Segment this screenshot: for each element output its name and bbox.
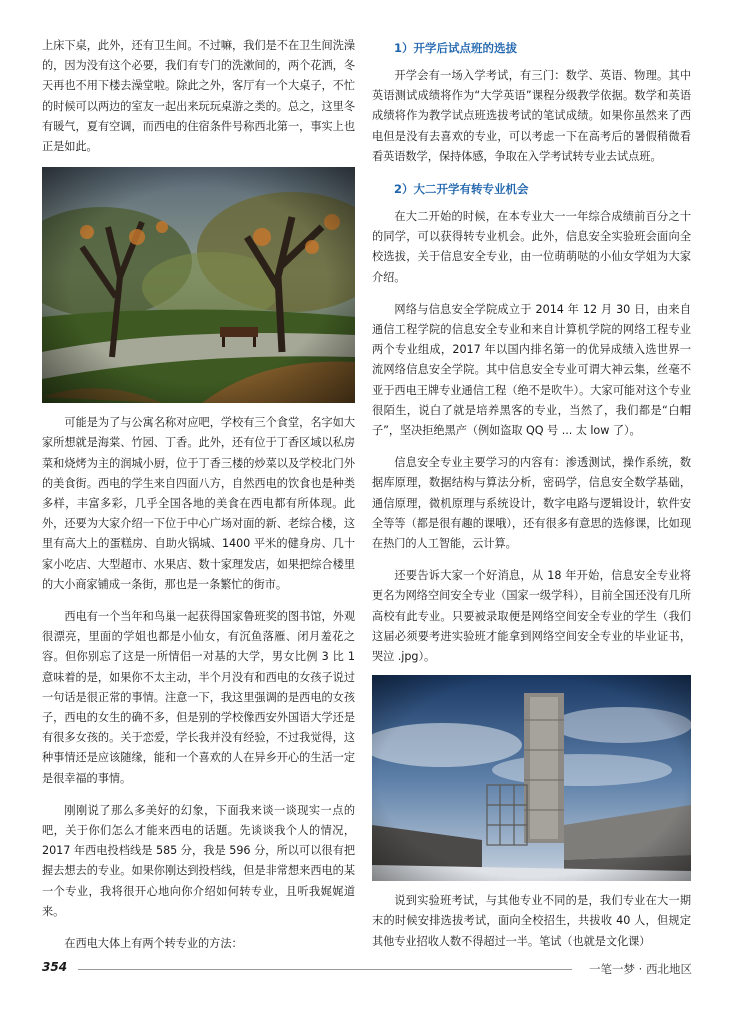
paragraph: 开学会有一场入学考试，有三门：数学、英语、物理。其中英语测试成绩将作为“大学英语”课程分级教学依据。数学和英语成绩将作为教学试点班选拔考试的笔试成绩。如果你虽然来了西电但是没有去喜欢的专业，可以考虑一下在高考后的暑假稍微看看英语数学，保持体感，争取在入学考试转专业去试点班。 xyxy=(372,69,691,163)
campus-park-photo xyxy=(42,167,355,403)
campus-building-photo xyxy=(372,675,691,881)
paragraph: 还要告诉大家一个好消息，从 18 年开始，信息安全专业将更名为网络空间安全专业（国家一级学科），目前全国还没有几所高校有此专业。只要被录取便是网络空间安全专业的学生（我们这届必须要考进实验班才能拿到网络空间安全专业的毕业证书，哭泣 .jpg）。 xyxy=(372,569,691,664)
paragraph: 可能是为了与公寓名称对应吧，学校有三个食堂，名字如大家所想就是海棠、竹园、丁香。此外，还有位于丁香区域以私房菜和烧烤为主的润城小厨，位于丁香三楼的炒菜以及学校北门外的美食街。西电的学生来自四面八方，自然西电的饮食也是种类多样，丰富多彩，几乎全国各地的美食在西电都有所体现。此外，还要为大家介绍一下位于中心广场对面的新、老综合楼，这里有高大上的蛋糕房、自助火锅城、1400 平米的健身房、几十家小吃店、大型超市、水果店、数十家理发店，如果把综合楼里的大小商家铺成一条街，那也是一条繁忙的街市。 xyxy=(42,416,355,591)
footer-divider xyxy=(78,969,572,970)
paragraph: 在大二开始的时候，在本专业大一一年综合成绩前百分之十的同学，可以获得转专业机会。此外，信息安全实验班会面向全校选拔，关于信息安全专业，由一位萌萌哒的小仙女学姐为大家介绍。 xyxy=(372,210,691,284)
paragraph: 说到实验班考试，与其他专业不同的是，我们专业在大一期末的时候安排选拔考试，面向全校招生，共拔收 40 人，但规定其他专业招收人数不得超过一半。笔试（也就是文化课） xyxy=(372,894,691,948)
right-column xyxy=(372,36,691,964)
park-illustration xyxy=(42,167,355,403)
paragraph: 西电有一个当年和鸟巢一起获得国家鲁班奖的图书馆，外观很漂亮，里面的学姐也都是小仙女，有沉鱼落雁、闭月羞花之容。但你别忘了这是一所情侣一对基的大学，男女比例 3 比 1 意味着的是，如果你不太主动，半个月没有和西电的女孩子说过一句话是很正常的事情。注意一下，我这里强调的是西电的女孩子，西电的女生的确不多，但是别的学校像西安外国语大学还是有很多女孩的。关于恋爱，学长我并没有经验，不过我觉得，这种事情还是应该随缘，能和一个喜欢的人在异乡开心的生活一定是很幸福的事情。 xyxy=(42,610,355,785)
page-footer xyxy=(42,960,692,982)
left-column xyxy=(42,36,355,966)
building-illustration xyxy=(372,675,691,881)
footer-book-label: 一笔一梦 · 西北地区 xyxy=(589,962,692,976)
paragraph: 上床下桌，此外，还有卫生间。不过嘛，我们是不在卫生间洗澡的，因为没有这个必要，我们有专门的洗漱间的，两个花洒，冬天再也不用下楼去澡堂啦。除此之外，客厅有一个大桌子，不忙的时候可以两边的室友一起出来玩玩桌游之类的。总之，这里冬有暖气，夏有空调，而西电的住宿条件号称西北第一，事实上也正是如此。 xyxy=(42,39,355,154)
section-heading: 2）大二开学有转专业机会 xyxy=(394,182,529,197)
paragraph: 刚刚说了那么多美好的幻象，下面我来谈一谈现实一点的吧，关于你们怎么才能来西电的话题。先谈谈我个人的情况，2017 年西电投档线是 585 分，我是 596 分，所以可以很有把握去想去的专业。如果你刚达到投档线，但是非常想来西电的某一个专业，我将很开心地向你介绍如何转专业，且听我娓娓道来。 xyxy=(42,803,355,918)
paragraph: 信息安全专业主要学习的内容有：渗透测试，操作系统，数据库原理，数据结构与算法分析，密码学，信息安全数学基础，通信原理，微机原理与系统设计，数字电路与逻辑设计，软件安全等等（都是很有趣的课哦），还有很多有意思的选修课，比如现在热门的人工智能，云计算。 xyxy=(372,456,691,551)
paragraph: 网络与信息安全学院成立于 2014 年 12 月 30 日，由来自通信工程学院的信息安全专业和来自计算机学院的网络工程专业两个专业组成，2017 年以国内排名第一的优异成绩入选世界一流网络信息安全学院。其中信息安全专业可谓大神云集，丝毫不亚于西电王牌专业通信工程（绝不是吹牛）。大家可能对这个专业很陌生，说白了就是培养黑客的专业，当然了，我们都是“白帽子”，坚决拒绝黑产（例如盗取 QQ 号 ... 太 low 了）。 xyxy=(372,302,691,438)
section-heading: 1）开学后试点班的选拔 xyxy=(394,41,518,55)
page-number: 354 xyxy=(42,960,68,974)
paragraph: 在西电大体上有两个转专业的方法： xyxy=(64,937,243,951)
